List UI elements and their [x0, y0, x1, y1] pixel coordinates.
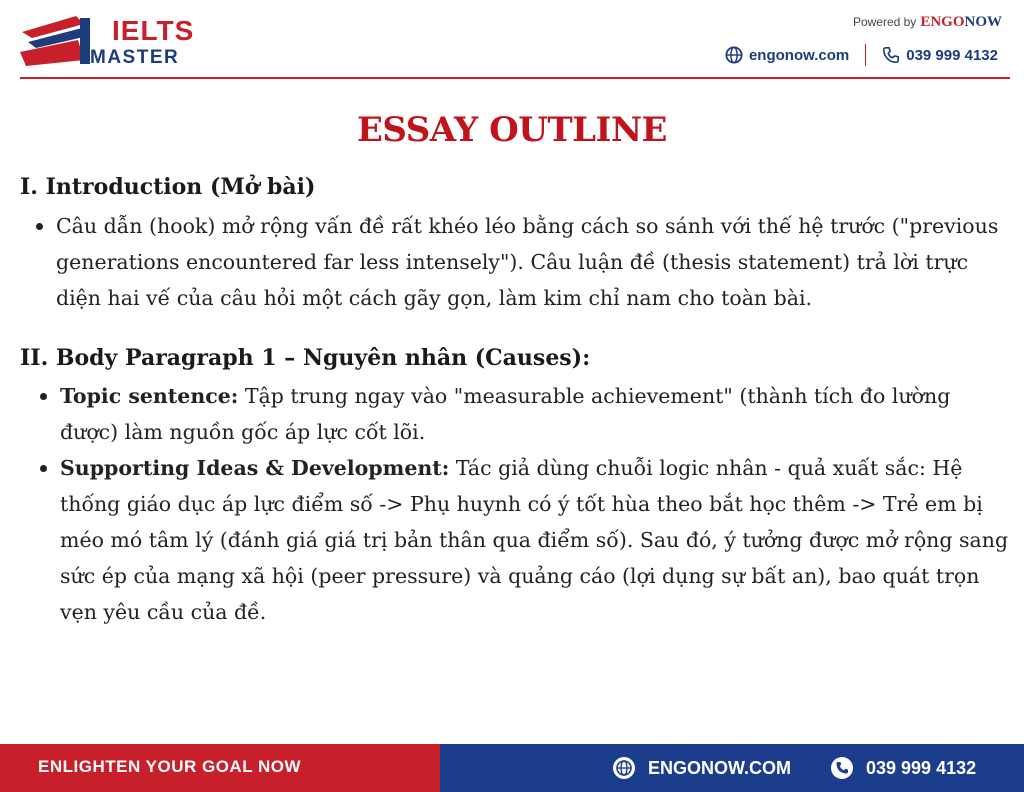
header-divider	[20, 77, 1010, 79]
bullet-dot	[36, 223, 43, 230]
bullet-item	[60, 450, 1022, 630]
brand-now: NOW	[964, 14, 1002, 30]
powered-by	[853, 14, 1002, 31]
engonow-brand	[920, 14, 1002, 31]
bullet-item	[60, 378, 1005, 450]
phone-icon	[830, 756, 854, 780]
header-phone-link[interactable]	[882, 46, 998, 64]
footer-website-link[interactable]	[612, 756, 791, 780]
page-header	[0, 0, 1024, 80]
header-phone-text: 039 999 4132	[906, 46, 998, 64]
bullet-dot	[40, 393, 47, 400]
section-heading-introduction: I. Introduction (Mở bài)	[20, 174, 316, 200]
header-website-link[interactable]	[725, 46, 849, 64]
ielts-master-logo[interactable]	[20, 14, 195, 70]
footer-website-text: ENGONOW.COM	[648, 757, 791, 778]
footer-phone-text: 039 999 4132	[866, 757, 977, 778]
footer-slogan: ENLIGHTEN YOUR GOAL NOW	[38, 757, 302, 776]
phone-icon	[882, 46, 900, 64]
bullet-label: Topic sentence:	[60, 384, 239, 408]
footer-phone-link[interactable]	[830, 756, 976, 780]
brand-engo: ENGO	[920, 14, 965, 30]
powered-by-prefix: Powered by	[852, 15, 917, 29]
bullet-text: Tập trung ngay vào "measurable achievement" (thành tích đo lường được) làm nguồn gốc áp lực cốt lõi.	[60, 384, 951, 444]
bullet-text: Tác giả dùng chuỗi logic nhân - quả xuất sắc: Hệ thống giáo dục áp lực điểm số -> Phụ huynh có ý tốt hùa theo bắt học thêm -> Trẻ em bị méo mó tâm lý (đánh giá giá trị bản thân qua điểm số). Sau đó, ý tưởng được mở rộng sang sức ép của mạng xã hội (peer pressure) và quảng cáo (lợi dụng sự bất an), bao quát trọn vẹn yêu cầu của đề.	[60, 456, 1009, 624]
logo-ielts-text: IELTS	[112, 15, 195, 46]
page-footer	[0, 744, 1024, 792]
footer-red-slant	[380, 744, 440, 792]
bullet-dot	[40, 465, 47, 472]
header-website-text: engonow.com	[748, 46, 850, 64]
section-heading-body-1: II. Body Paragraph 1 – Nguyên nhân (Causes):	[20, 345, 591, 371]
page-title: ESSAY OUTLINE	[357, 110, 667, 150]
logo-master-text: MASTER	[90, 47, 180, 68]
bullet-item	[56, 208, 1006, 316]
header-contact	[725, 44, 998, 66]
globe-icon	[612, 756, 636, 780]
bullet-label: Supporting Ideas & Development:	[60, 456, 450, 480]
globe-icon	[725, 46, 743, 64]
header-contact-divider	[865, 44, 866, 66]
bullet-text: Câu dẫn (hook) mở rộng vấn đề rất khéo léo bằng cách so sánh với thế hệ trước ("previous generations encountered far less intensely"). Câu luận đề (thesis statement) trả lời trực diện hai vế của câu hỏi một cách gãy gọn, làm kim chỉ nam cho toàn bài.	[56, 214, 999, 310]
